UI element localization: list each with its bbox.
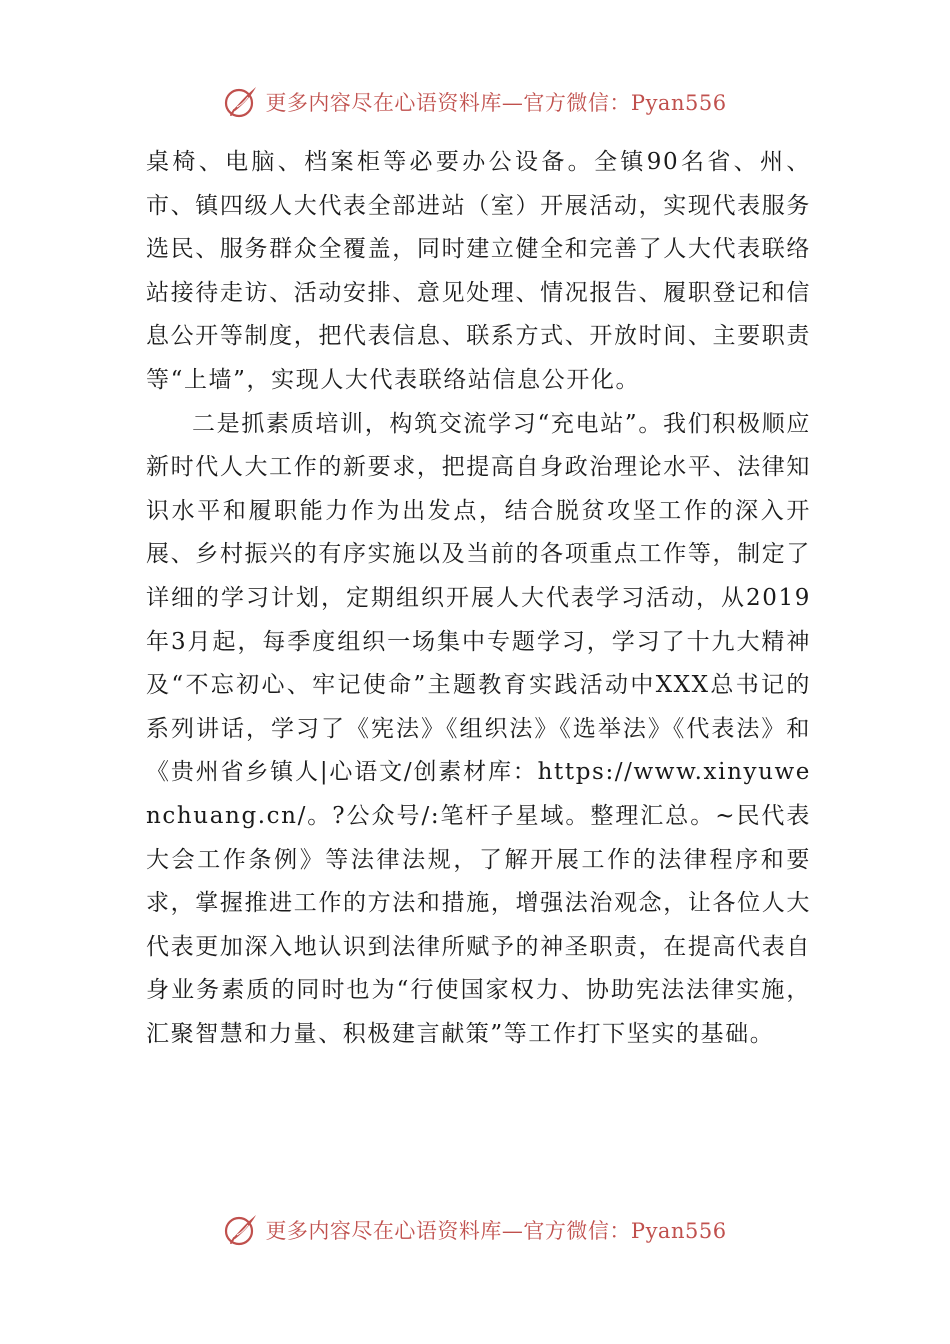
quill-pen-logo-icon — [223, 1212, 259, 1248]
quill-pen-logo-icon — [223, 84, 259, 120]
header-banner-text: 更多内容尽在心语资料库—官方微信：Pyan556 — [265, 91, 727, 115]
footer-banner — [0, 1210, 950, 1250]
document-body — [146, 141, 811, 1056]
header-banner — [0, 82, 950, 122]
paragraph-continuation: 桌椅、电脑、档案柜等必要办公设备。全镇90名省、州、市、镇四级人大代表全部进站（室）开展活动，实现代表服务选民、服务群众全覆盖，同时建立健全和完善了人大代表联络站接待走访、活动安排、意见处理、情况报告、履职登记和信息公开等制度，把代表信息、联系方式、开放时间、主要职责等“上墙”，实现人大代表联络站信息公开化。 — [146, 149, 811, 393]
footer-banner-text: 更多内容尽在心语资料库—官方微信：Pyan556 — [265, 1219, 727, 1243]
paragraph-training: 二是抓素质培训，构筑交流学习“充电站”。我们积极顺应新时代人大工作的新要求，把提高自身政治理论水平、法律知识水平和履职能力作为出发点，结合脱贫攻坚工作的深入开展、乡村振兴的有序实施以及当前的各项重点工作等，制定了详细的学习计划，定期组织开展人大代表学习活动，从2019年3月起，每季度组织一场集中专题学习，学习了十九大精神及“不忘初心、牢记使命”主题教育实践活动中XXX总书记的系列讲话，学习了《宪法》《组织法》《选举法》《代表法》和《贵州省乡镇人|心语文/创素材库：https://www.xinyuwenchuang.cn/。?公众号/:笔杆子星域。整理汇总。~民代表大会工作条例》等法律法规，了解开展工作的法律程序和要求，掌握推进工作的方法和措施，增强法治观念，让各位人大代表更加深入地认识到法律所赋予的神圣职责，在提高代表自身业务素质的同时也为“行使国家权力、协助宪法法律实施，汇聚智慧和力量、积极建言献策”等工作打下坚实的基础。 — [146, 410, 811, 1047]
